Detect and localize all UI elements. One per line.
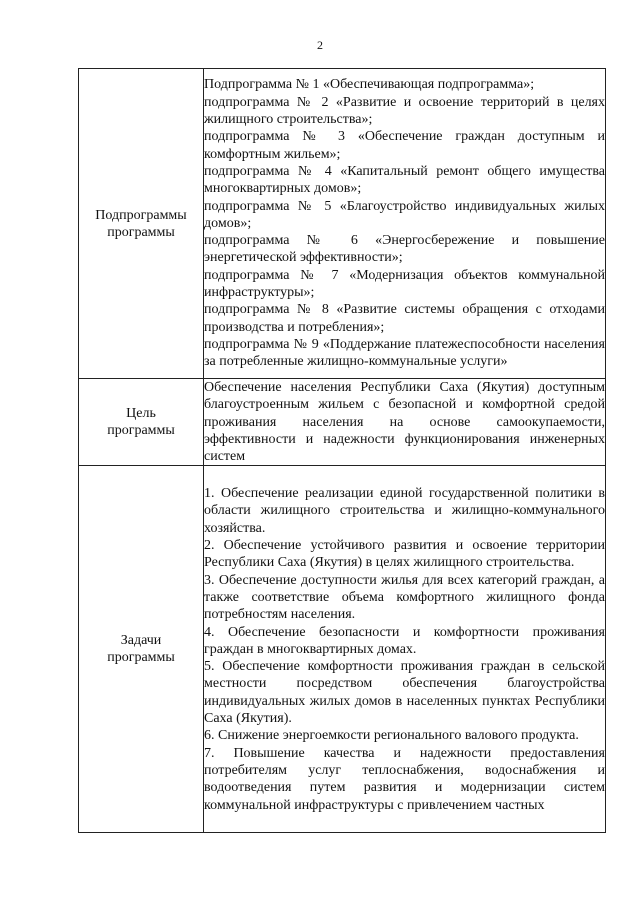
row-label-line: программы bbox=[107, 423, 175, 439]
task-item: 6. Снижение энергоемкости регионального валового продукта. bbox=[204, 728, 579, 744]
table-row-subprograms bbox=[79, 69, 606, 379]
task-item: 3. Обеспечение доступности жилья для всех категорий граждан, а также соответствие объема комфортного жилищного фонда потребностям населения. bbox=[204, 572, 605, 623]
row-content-tasks bbox=[204, 466, 606, 833]
task-item: 5. Обеспечение комфортности проживания граждан в сельской местности посредством обеспечения благоустройства индивидуальных жилых домов в населенных пунктах Республики Саха (Якутия). bbox=[204, 659, 605, 727]
subprogram-item: Подпрограмма № 1 «Обеспечивающая подпрограмма»; bbox=[204, 77, 535, 93]
row-label-subprograms bbox=[79, 69, 204, 379]
task-item: 4. Обеспечение безопасности и комфортности проживания граждан в многоквартирных домах. bbox=[204, 624, 605, 657]
subprogram-item: подпрограмма № 6 «Энергосбережение и повышение энергетической эффективности»; bbox=[204, 233, 605, 266]
row-label-line: программы bbox=[107, 650, 175, 666]
program-passport-table bbox=[78, 68, 606, 833]
task-item: 1. Обеспечение реализации единой государственной политики в области жилищного строительства и жилищно-коммунального хозяйства. bbox=[204, 486, 605, 536]
subprogram-item: подпрограмма № 3 «Обеспечение граждан доступным и комфортным жильем»; bbox=[204, 129, 605, 162]
subprogram-item: подпрограмма № 5 «Благоустройство индивидуальных жилых домов»; bbox=[204, 198, 605, 231]
table-row-goal bbox=[79, 379, 606, 466]
goal-text: Обеспечение населения Республики Саха (Якутия) доступным благоустроенным жильем с безопасной и комфортной средой проживания населения на основе самоокупаемости, эффективности и надежности функционирования инженерных систем bbox=[204, 380, 605, 465]
row-content-subprograms bbox=[204, 69, 606, 379]
row-content-goal bbox=[204, 379, 606, 466]
row-label-line: Цель bbox=[126, 406, 156, 422]
row-label-tasks bbox=[79, 466, 204, 833]
task-item: 7. Повышение качества и надежности предоставления потребителям услуг теплоснабжения, водоснабжения и водоотведения путем развития и модернизации систем коммунальной инфраструктуры с привлечением частных bbox=[204, 745, 605, 813]
row-label-line: Задачи bbox=[120, 633, 162, 649]
table-row-tasks bbox=[79, 466, 606, 833]
subprogram-item: подпрограмма № 4 «Капитальный ремонт общего имущества многоквартирных домов»; bbox=[204, 163, 605, 197]
task-item: 2. Обеспечение устойчивого развития и освоение территории Республики Саха (Якутия) в целях жилищного строительства. bbox=[204, 538, 605, 571]
subprogram-item: подпрограмма № 8 «Развитие системы обращения с отходами производства и потребления»; bbox=[204, 302, 605, 335]
subprogram-item: подпрограмма № 9 «Поддержание платежеспособности населения за потребленные жилищно-коммунальные услуги» bbox=[204, 336, 605, 370]
row-label-line: программы bbox=[107, 224, 175, 240]
subprogram-item: подпрограмма № 7 «Модернизация объектов коммунальной инфраструктуры»; bbox=[204, 267, 605, 301]
subprogram-item: подпрограмма № 2 «Развитие и освоение территорий в целях жилищного строительства»; bbox=[204, 94, 605, 128]
row-label-goal bbox=[79, 379, 204, 466]
row-label-line: Подпрограммы bbox=[95, 207, 187, 223]
page-number: 2 bbox=[317, 38, 323, 52]
